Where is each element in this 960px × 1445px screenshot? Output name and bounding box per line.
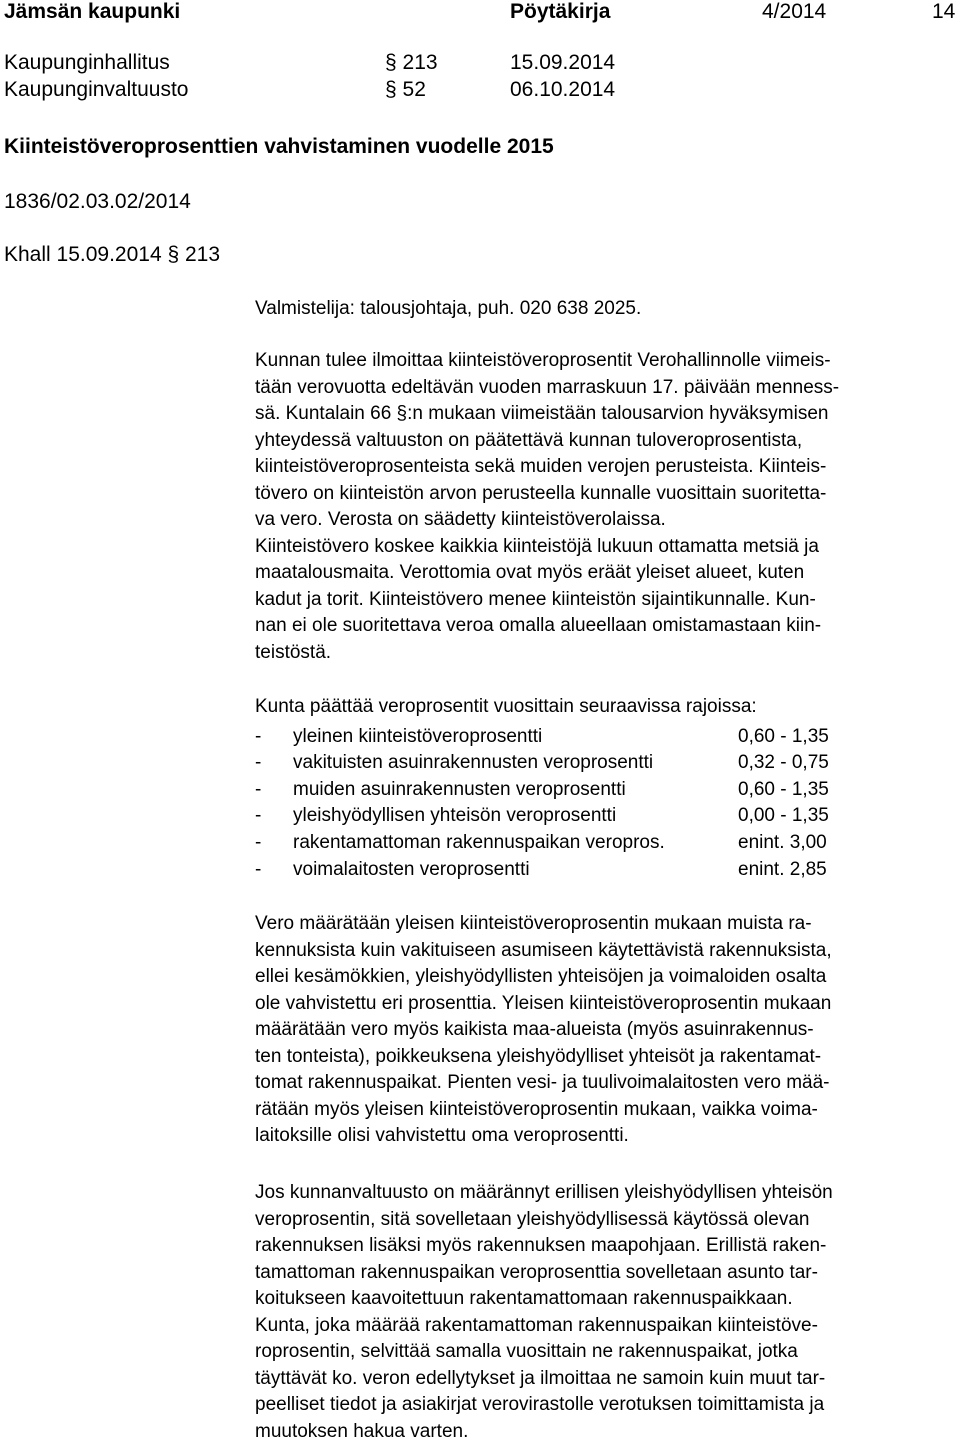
issue-number: 4/2014: [762, 0, 826, 24]
text-line: roprosentin, selvittää samalla vuosittain ne rakennuspaikat, jotka: [255, 1339, 953, 1366]
file-number: 1836/02.03.02/2014: [4, 190, 191, 214]
text-line: peelliset tiedot ja asiakirjat verovirastolle verotuksen toimittamista ja: [255, 1392, 953, 1419]
text-line: täyttävät ko. veron edellytykset ja ilmoittaa ne samoin kuin muut tar-: [255, 1366, 953, 1393]
text-line: ellei kesämökkien, yleishyödyllisten yhteisöjen ja voimaloiden osalta: [255, 964, 953, 991]
meeting-section: § 213: [385, 51, 438, 75]
rate-value: 0,00 - 1,35: [738, 803, 829, 829]
text-line: tövero on kiinteistön arvon perusteella kunnalle vuosittain suoritetta-: [255, 481, 953, 508]
municipality-name: Jämsän kaupunki: [4, 0, 180, 24]
text-line: kennuksista kuin vakituiseen asumiseen käytettävistä rakennuksista,: [255, 938, 953, 965]
text-line: ole vahvistettu eri prosenttia. Yleisen kiinteistöveroprosentin mukaan: [255, 991, 953, 1018]
document-title: Kiinteistöveroprosenttien vahvistaminen vuodelle 2015: [4, 135, 554, 159]
meeting-section: § 52: [385, 78, 426, 102]
rate-dash: -: [255, 777, 261, 803]
text-line: yhteydessä valtuuston on päätettävä kunnan tuloveroprosentista,: [255, 428, 953, 455]
rate-label: muiden asuinrakennusten veroprosentti: [293, 777, 626, 803]
text-line: tamattoman rakennuspaikan veroprosenttia sovelletaan asunto tar-: [255, 1260, 953, 1287]
rate-label: rakentamattoman rakennuspaikan veropros.: [293, 830, 665, 856]
rate-value: enint. 2,85: [738, 857, 827, 883]
preparer: Valmistelija: talousjohtaja, puh. 020 638 2025.: [255, 298, 641, 320]
meeting-date: 15.09.2014: [510, 51, 615, 75]
text-line: Kunta, joka määrää rakentamattoman rakennuspaikan kiinteistöve-: [255, 1313, 953, 1340]
meeting-body: Kaupunginhallitus: [4, 51, 170, 75]
rate-dash: -: [255, 830, 261, 856]
text-line: kiinteistöveroprosenteista sekä muiden verojen perusteista. Kiinteis-: [255, 454, 953, 481]
rate-value: enint. 3,00: [738, 830, 827, 856]
text-line: rakennuksen lisäksi myös rakennuksen maapohjaan. Erillistä raken-: [255, 1233, 953, 1260]
text-line: maatalousmaita. Verottomia ovat myös eräät yleiset alueet, kuten: [255, 560, 953, 587]
text-line: määrätään vero myös kaikista maa-alueista (myös asuinrakennus-: [255, 1017, 953, 1044]
rate-value: 0,32 - 0,75: [738, 750, 829, 776]
text-line: tomat rakennuspaikat. Pienten vesi- ja tuulivoimalaitosten vero mää-: [255, 1070, 953, 1097]
text-line: ten tonteista), poikkeuksena yleishyödylliset yhteisöt ja rakentamat-: [255, 1044, 953, 1071]
meeting-body: Kaupunginvaltuusto: [4, 78, 188, 102]
text-line: Kiinteistövero koskee kaikkia kiinteistöjä lukuun ottamatta metsiä ja: [255, 534, 953, 561]
rate-dash: -: [255, 750, 261, 776]
rate-label: yleinen kiinteistöveroprosentti: [293, 724, 542, 750]
text-line: Kunnan tulee ilmoittaa kiinteistöveroprosentit Verohallinnolle viimeis-: [255, 348, 953, 375]
text-line: tään verovuotta edeltävän vuoden marraskuun 17. päivään menness-: [255, 375, 953, 402]
rate-value: 0,60 - 1,35: [738, 724, 829, 750]
text-line: rätään myös yleisen kiinteistöveroprosentin mukaan, vaikka voima-: [255, 1097, 953, 1124]
rate-dash: -: [255, 803, 261, 829]
text-line: Vero määrätään yleisen kiinteistöveroprosentin mukaan muista ra-: [255, 911, 953, 938]
text-line: Jos kunnanvaltuusto on määrännyt erillisen yleishyödyllisen yhteisön: [255, 1180, 953, 1207]
text-line: sä. Kuntalain 66 §:n mukaan viimeistään talousarvion hyväksymisen: [255, 401, 953, 428]
paragraph-special-rates: [255, 1180, 953, 1445]
text-line: kadut ja torit. Kiinteistövero menee kiinteistön sijaintikunnalle. Kun-: [255, 587, 953, 614]
rates-intro: Kunta päättää veroprosentit vuosittain seuraavissa rajoissa:: [255, 696, 757, 718]
rate-dash: -: [255, 724, 261, 750]
text-line: nan ei ole suoritettava veroa omalla alueellaan omistamastaan kiin-: [255, 613, 953, 640]
rate-label: yleishyödyllisen yhteisön veroprosentti: [293, 803, 616, 829]
rate-dash: -: [255, 857, 261, 883]
rate-value: 0,60 - 1,35: [738, 777, 829, 803]
text-line: va vero. Verosta on säädetty kiinteistöverolaissa.: [255, 507, 953, 534]
text-line: veroprosentin, sitä sovelletaan yleishyödyllisessä käytössä olevan: [255, 1207, 953, 1234]
paragraph-general-rate: [255, 911, 953, 1150]
meeting-date: 06.10.2014: [510, 78, 615, 102]
text-line: koitukseen kaavoitettuun rakentamattomaan rakennuspaikkaan.: [255, 1286, 953, 1313]
text-line: teistöstä.: [255, 640, 953, 667]
prior-handling: Khall 15.09.2014 § 213: [4, 243, 220, 267]
rate-label: voimalaitosten veroprosentti: [293, 857, 530, 883]
text-line: muutoksen hakua varten.: [255, 1419, 953, 1445]
rate-label: vakituisten asuinrakennusten veroprosentti: [293, 750, 653, 776]
paragraph-tax-notice: [255, 348, 953, 666]
text-line: laitoksille olisi vahvistettu oma veroprosentti.: [255, 1123, 953, 1150]
page-number: 14: [932, 0, 955, 24]
document-type: Pöytäkirja: [510, 0, 610, 24]
